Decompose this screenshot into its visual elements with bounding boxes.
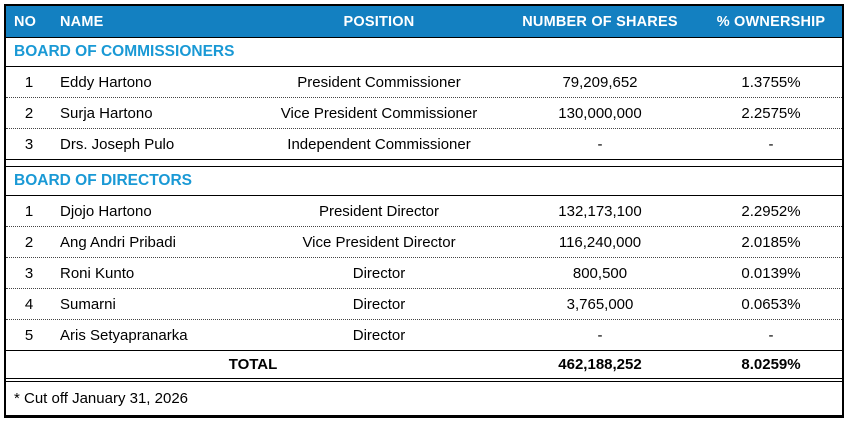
section-title: BOARD OF COMMISSIONERS (14, 43, 235, 60)
cell-ownership: - (768, 135, 774, 153)
table-header-row (6, 6, 842, 38)
cell-shares: 130,000,000 (558, 104, 642, 122)
header-ownership: % OWNERSHIP (716, 13, 826, 30)
section-board-of-directors (6, 167, 842, 196)
section-title: BOARD OF DIRECTORS (14, 172, 192, 189)
footnote-row (6, 382, 842, 415)
cell-no: 5 (24, 326, 34, 344)
footnote-text: * Cut off January 31, 2026 (14, 390, 189, 407)
header-shares: NUMBER OF SHARES (522, 13, 678, 30)
cell-position: Independent Commissioner (287, 135, 471, 153)
table-row (6, 227, 842, 258)
cell-name: Djojo Hartono (60, 202, 152, 220)
cell-shares: 116,240,000 (558, 233, 642, 251)
cell-ownership: 0.0653% (741, 295, 801, 313)
table-row (6, 289, 842, 320)
cell-shares: - (597, 326, 603, 344)
total-shares: 462,188,252 (558, 356, 642, 373)
cell-no: 1 (24, 202, 34, 220)
table-row (6, 320, 842, 351)
cell-shares: 132,173,100 (558, 202, 642, 220)
table-row (6, 258, 842, 289)
cell-ownership: 1.3755% (741, 73, 801, 91)
cell-name: Surja Hartono (60, 104, 153, 122)
cell-no: 3 (24, 135, 34, 153)
cell-name: Eddy Hartono (60, 73, 152, 91)
cell-position: Director (352, 264, 406, 282)
cell-position: Vice President Commissioner (280, 104, 478, 122)
cell-name: Ang Andri Pribadi (60, 233, 176, 251)
total-row (6, 351, 842, 382)
header-no: NO (14, 13, 37, 30)
header-name: NAME (60, 13, 104, 30)
cell-no: 4 (24, 295, 34, 313)
cell-name: Aris Setyapranarka (60, 326, 188, 344)
shareholding-table (4, 4, 844, 418)
cell-shares: 79,209,652 (562, 73, 638, 91)
cell-ownership: 0.0139% (741, 264, 801, 282)
cell-shares: - (597, 135, 603, 153)
table-row (6, 67, 842, 98)
cell-ownership: - (768, 326, 774, 344)
table-row (6, 196, 842, 227)
cell-no: 3 (24, 264, 34, 282)
cell-name: Drs. Joseph Pulo (60, 135, 175, 153)
cell-position: Director (352, 295, 406, 313)
cell-no: 1 (24, 73, 34, 91)
table-row (6, 129, 842, 160)
cell-shares: 800,500 (572, 264, 628, 282)
header-position: POSITION (343, 13, 415, 30)
cell-position: Director (352, 326, 406, 344)
total-ownership: 8.0259% (741, 356, 801, 373)
cell-shares: 3,765,000 (566, 295, 634, 313)
section-spacer (6, 160, 842, 167)
table-row (6, 98, 842, 129)
total-label: TOTAL (228, 356, 278, 373)
cell-position: President Commissioner (297, 73, 461, 91)
cell-ownership: 2.2575% (741, 104, 801, 122)
cell-name: Roni Kunto (60, 264, 135, 282)
cell-position: President Director (318, 202, 440, 220)
cell-ownership: 2.2952% (741, 202, 801, 220)
cell-name: Sumarni (60, 295, 116, 313)
cell-position: Vice President Director (302, 233, 456, 251)
cell-no: 2 (24, 104, 34, 122)
cell-no: 2 (24, 233, 34, 251)
section-board-of-commissioners (6, 38, 842, 67)
cell-ownership: 2.0185% (741, 233, 801, 251)
